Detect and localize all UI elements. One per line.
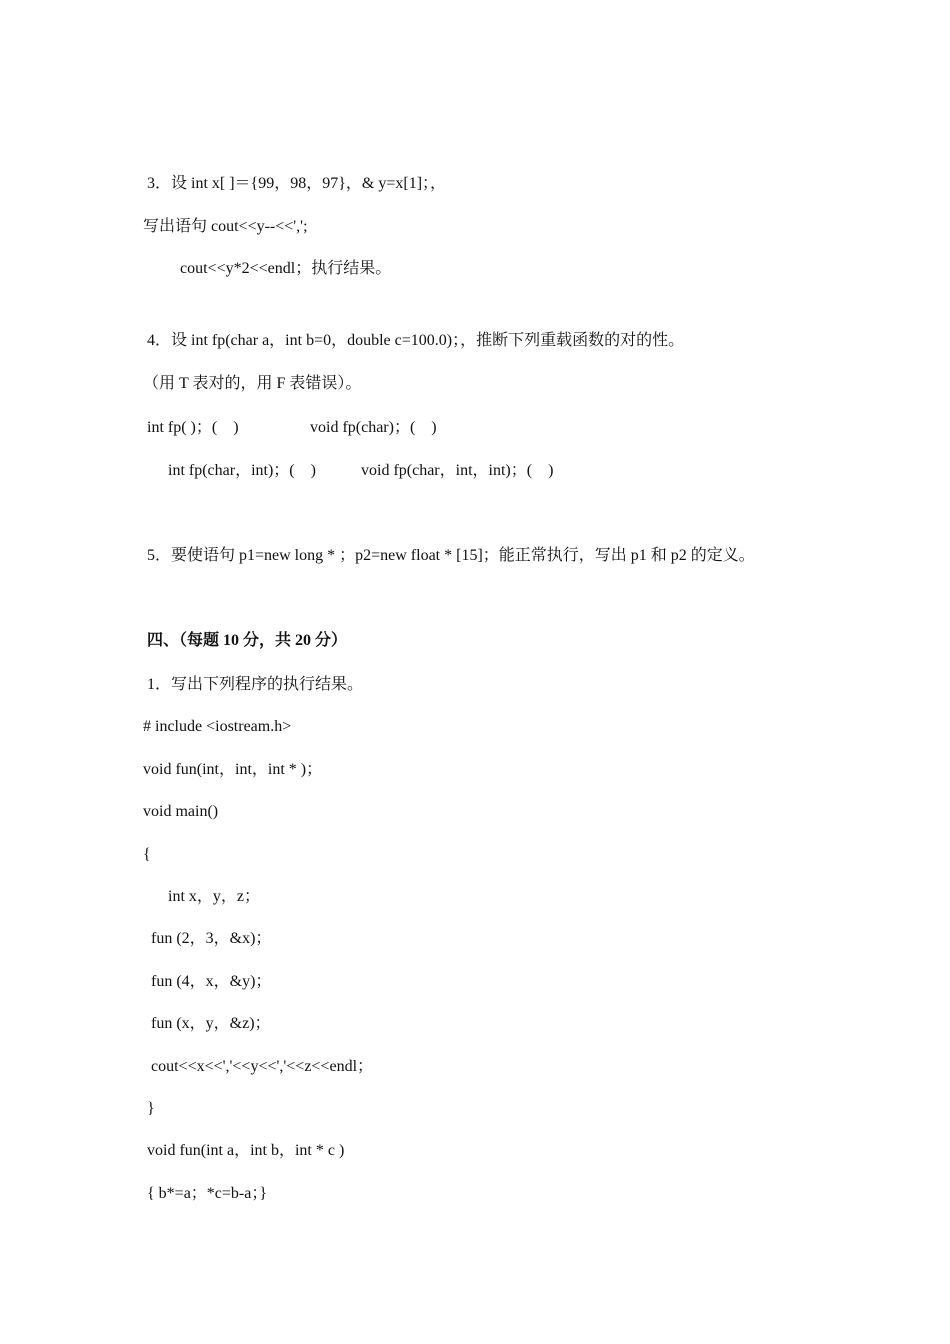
code-line: fun (2，3，&x)； (151, 930, 272, 947)
code-line: } (147, 1100, 155, 1117)
section4-q1: 1．写出下列程序的执行结果。 (147, 676, 364, 693)
q4-item1: int fp( )；( ) (147, 419, 239, 436)
code-line: { (143, 846, 151, 863)
q4-item2: void fp(char)；( ) (310, 419, 437, 436)
q4-item3: int fp(char，int)；( ) (168, 462, 316, 479)
q5-line1: 5．要使语句 p1=new long * ；p2=new float * [15]；能正常执行，写出 p1 和 p2 的定义。 (147, 547, 755, 564)
code-line: # include <iostream.h> (143, 718, 292, 735)
q4-line2: （用 T 表对的，用 F 表错误）。 (143, 375, 362, 392)
q3-line1: 3．设 int x[ ]＝{99，98，97}，& y=x[1]；， (147, 175, 447, 192)
code-line: void fun(int a，int b，int * c ) (147, 1142, 345, 1159)
q3-line2: 写出语句 cout<<y--<<','; (143, 218, 308, 235)
q4-item4: void fp(char，int，int)；( ) (361, 462, 554, 479)
code-line: void fun(int，int，int * )； (143, 761, 323, 778)
q4-line1: 4．设 int fp(char a，int b=0，double c=100.0)；，推断下列重载函数的对的性。 (147, 332, 685, 349)
q3-line3: cout<<y*2<<endl；执行结果。 (180, 260, 392, 277)
code-line: int x，y，z； (168, 888, 260, 905)
code-line: fun (x，y，&z)； (151, 1015, 271, 1032)
section4-heading: 四、（每题 10 分，共 20 分） (147, 632, 348, 649)
code-line: void main() (143, 803, 219, 820)
code-line: cout<<x<<','<<y<<','<<z<<endl； (151, 1058, 374, 1075)
code-line: fun (4，x，&y)； (151, 973, 272, 990)
code-line: { b*=a；*c=b-a；} (147, 1185, 268, 1202)
